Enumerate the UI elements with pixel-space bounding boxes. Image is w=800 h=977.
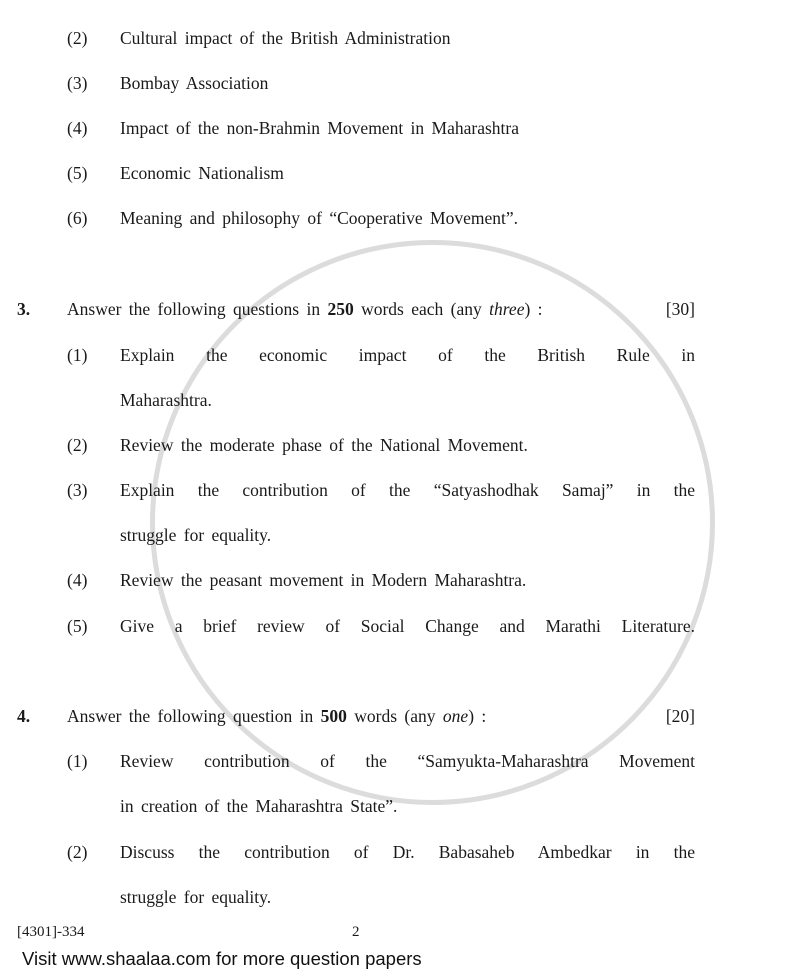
instruction-text: words each (any — [353, 299, 490, 319]
item-number: (2) — [67, 28, 88, 48]
item-text: struggle for equality. — [120, 525, 272, 545]
question-number: 3. — [17, 299, 31, 319]
instruction-text: Answer the following questions in — [67, 299, 328, 319]
item-number: (1) — [67, 345, 88, 365]
item-number: (4) — [67, 570, 88, 590]
item-text: Maharashtra. — [120, 390, 212, 410]
question-row — [67, 706, 695, 727]
paper-code: [4301]-334 — [17, 924, 85, 940]
marks: [20] — [665, 706, 695, 726]
item-number: (3) — [67, 480, 88, 500]
item-number: (2) — [67, 435, 88, 455]
question-instruction — [67, 706, 486, 727]
item-text: Discuss the contribution of Dr. Babasaheb Ambedkar in the — [120, 842, 695, 862]
instruction-text: ) : — [468, 706, 487, 726]
item-text: Impact of the non-Brahmin Movement in Maharashtra — [120, 118, 520, 138]
choice-count: one — [442, 706, 469, 726]
item-text: Cultural impact of the British Administration — [120, 28, 451, 48]
item-number: (1) — [67, 751, 88, 771]
item-text: in creation of the Maharashtra State”. — [120, 796, 398, 816]
item-number: (5) — [67, 163, 88, 183]
word-count: 250 — [327, 299, 354, 319]
question-instruction — [67, 299, 543, 320]
instruction-text: words (any — [346, 706, 443, 726]
item-number: (6) — [67, 208, 88, 228]
marks: [30] — [665, 299, 695, 319]
item-number: (5) — [67, 616, 88, 636]
instruction-text: ) : — [524, 299, 543, 319]
item-text: Meaning and philosophy of “Cooperative Movement”. — [120, 208, 518, 228]
question-row — [67, 299, 695, 320]
item-text: Review contribution of the “Samyukta-Maharashtra Movement — [120, 751, 695, 771]
item-number: (2) — [67, 842, 88, 862]
item-number: (3) — [67, 73, 88, 93]
page-number: 2 — [352, 924, 360, 940]
item-text: Review the peasant movement in Modern Maharashtra. — [120, 570, 527, 590]
word-count: 500 — [320, 706, 347, 726]
item-text: Review the moderate phase of the National Movement. — [120, 435, 528, 455]
item-number: (4) — [67, 118, 88, 138]
item-text: Economic Nationalism — [120, 163, 284, 183]
item-text: Give a brief review of Social Change and Marathi Literature. — [120, 616, 695, 636]
item-text: Explain the economic impact of the British Rule in — [120, 345, 695, 365]
question-number: 4. — [17, 706, 31, 726]
item-text: Explain the contribution of the “Satyashodhak Samaj” in the — [120, 480, 695, 500]
choice-count: three — [489, 299, 525, 319]
item-text: struggle for equality. — [120, 887, 272, 907]
item-text: Bombay Association — [120, 73, 269, 93]
visit-banner-text: Visit www.shaalaa.com for more question papers — [22, 948, 422, 969]
instruction-text: Answer the following question in — [67, 706, 321, 726]
